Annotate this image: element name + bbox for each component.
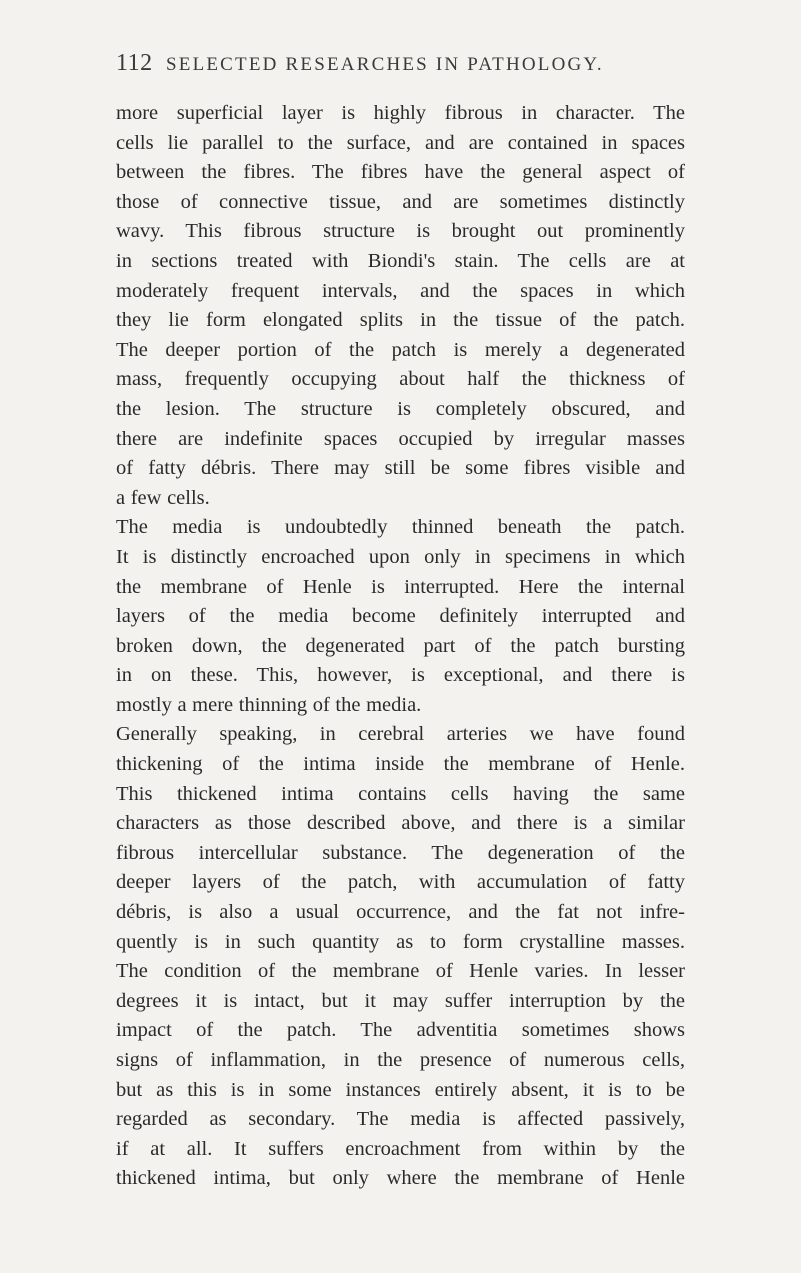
text-line: the membrane of Henle is interrupted. Here the internal (116, 575, 685, 598)
text-line: they lie form elongated splits in the tissue of the patch. (116, 309, 685, 332)
text-line: there are indefinite spaces occupied by irregular masses (116, 427, 685, 450)
text-line: more superficial layer is highly fibrous in character. The (116, 102, 685, 124)
text-line: impact of the patch. The adventitia sometimes shows (116, 1019, 685, 1042)
text-line: wavy. This fibrous structure is brought out prominently (116, 220, 685, 243)
running-head (116, 50, 716, 82)
text-line: between the fibres. The fibres have the general aspect of (116, 161, 685, 184)
text-line: if at all. It suffers encroachment from within by the (116, 1137, 685, 1160)
text-line: characters as those described above, and there is a similar (116, 812, 685, 835)
text-line: deeper layers of the patch, with accumulation of fatty (116, 871, 685, 894)
text-line: fibrous intercellular substance. The degeneration of the (116, 841, 685, 864)
text-line: signs of inflammation, in the presence of numerous cells, (116, 1049, 685, 1071)
text-line: The condition of the membrane of Henle varies. In lesser (116, 960, 685, 983)
text-line: but as this is in some instances entirely absent, it is to be (116, 1078, 685, 1101)
text-line: The media is undoubtedly thinned beneath the patch. (116, 516, 685, 539)
text-line: of fatty débris. There may still be some fibres visible and (116, 457, 685, 480)
text-line: in on these. This, however, is exceptional, and there is (116, 664, 685, 687)
text-line: mostly a mere thinning of the media. (116, 693, 422, 716)
text-line: degrees it is intact, but it may suffer interruption by the (116, 989, 685, 1012)
text-line: This thickened intima contains cells having the same (116, 782, 685, 805)
text-line: débris, is also a usual occurrence, and the fat not infre- (116, 901, 685, 924)
text-line: in sections treated with Biondi's stain. The cells are at (116, 249, 685, 272)
text-line: broken down, the degenerated part of the patch bursting (116, 634, 685, 657)
text-line: regarded as secondary. The media is affected passively, (116, 1108, 685, 1131)
text-line: The deeper portion of the patch is merely a degenerated (116, 338, 685, 361)
body-text (116, 99, 685, 1194)
text-line: thickening of the intima inside the membrane of Henle. (116, 753, 685, 776)
text-line: It is distinctly encroached upon only in specimens in which (116, 545, 685, 568)
text-line: the lesion. The structure is completely obscured, and (116, 397, 685, 420)
text-line: layers of the media become definitely interrupted and (116, 605, 685, 628)
text-line: mass, frequently occupying about half the thickness of (116, 368, 685, 391)
text-line: cells lie parallel to the surface, and are contained in spaces (116, 131, 685, 154)
running-title: SELECTED RESEARCHES IN PATHOLOGY. (166, 54, 604, 75)
text-line: moderately frequent intervals, and the spaces in which (116, 279, 685, 302)
page-number: 112 (116, 50, 153, 76)
text-line: quently is in such quantity as to form crystalline masses. (116, 930, 685, 953)
text-line: thickened intima, but only where the membrane of Henle (116, 1167, 685, 1190)
text-line: those of connective tissue, and are sometimes distinctly (116, 190, 685, 213)
text-line: a few cells. (116, 486, 210, 509)
text-line: Generally speaking, in cerebral arteries we have found (116, 723, 685, 746)
